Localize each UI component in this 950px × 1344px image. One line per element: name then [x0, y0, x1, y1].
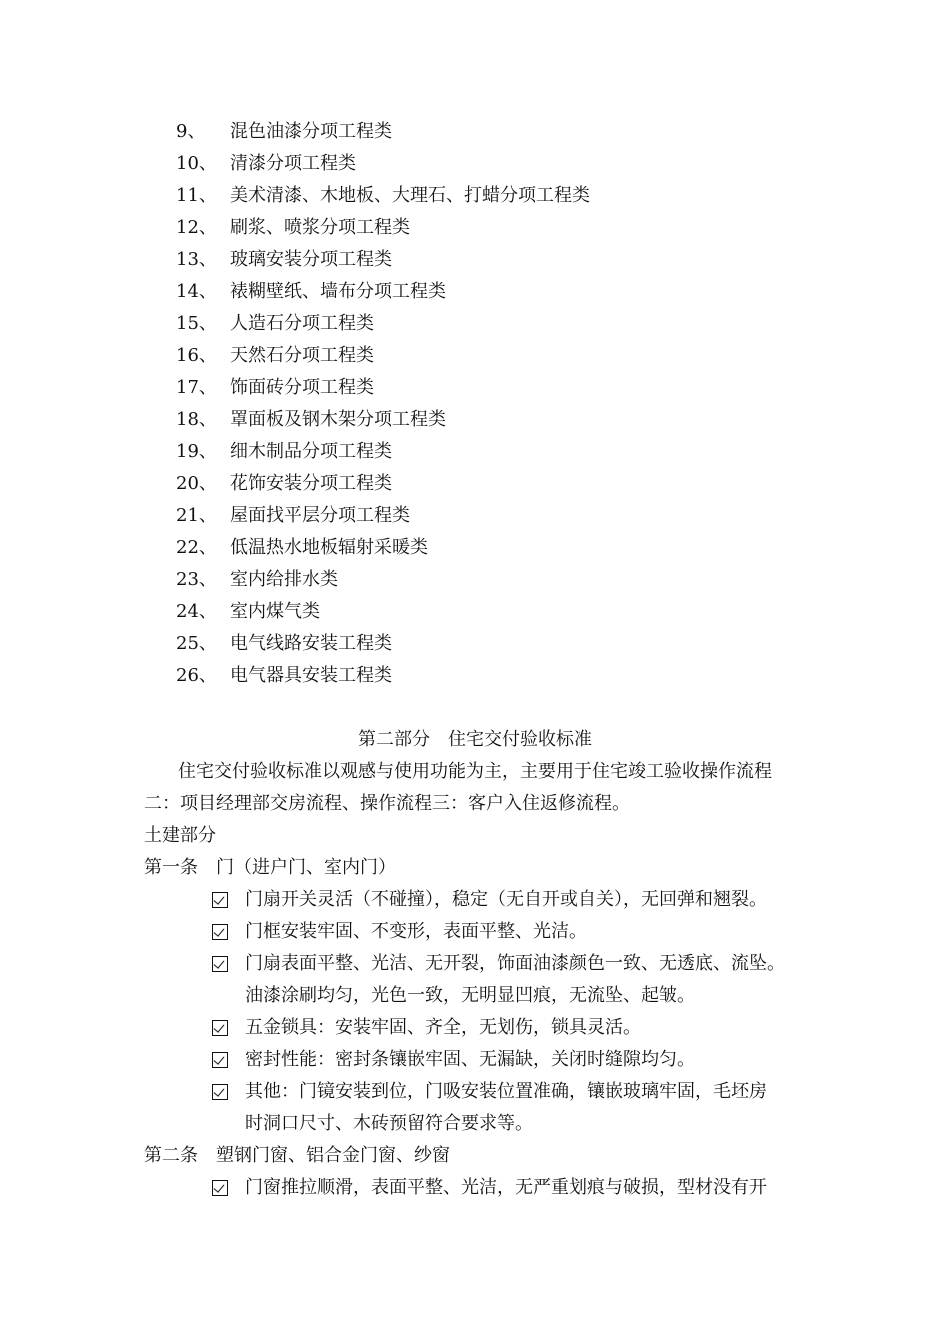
checklist-item-text: 门窗推拉顺滑，表面平整、光洁，无严重划痕与破损，型材没有开 — [245, 1177, 767, 1198]
list-item-text: 电气器具安装工程类 — [230, 665, 392, 686]
checkbox-checked-icon — [212, 1020, 228, 1036]
list-item-number: 13、 — [176, 249, 217, 270]
list-item-text: 花饰安装分项工程类 — [230, 473, 392, 494]
list-item-number: 10、 — [176, 153, 217, 174]
list-item-number: 9、 — [176, 121, 206, 142]
checklist-item-text: 五金锁具：安装牢固、齐全，无划伤，锁具灵活。 — [245, 1017, 641, 1038]
list-item-number: 19、 — [176, 441, 217, 462]
list-item-text: 室内煤气类 — [230, 601, 320, 622]
subsection-heading: 土建部分 — [144, 825, 216, 846]
list-item-number: 16、 — [176, 345, 217, 366]
article-2-heading: 第二条 塑钢门窗、铝合金门窗、纱窗 — [144, 1145, 450, 1166]
list-item-number: 15、 — [176, 313, 217, 334]
list-item-number: 20、 — [176, 473, 217, 494]
list-item-text: 屋面找平层分项工程类 — [230, 505, 410, 526]
checklist-item-text: 其他：门镜安装到位，门吸安装位置准确，镶嵌玻璃牢固，毛坯房 — [245, 1081, 767, 1102]
list-item-text: 美术清漆、木地板、大理石、打蜡分项工程类 — [230, 185, 590, 206]
list-item-text: 低温热水地板辐射采暖类 — [230, 537, 428, 558]
checkbox-checked-icon — [212, 924, 228, 940]
list-item-text: 天然石分项工程类 — [230, 345, 374, 366]
intro-paragraph-line-1: 住宅交付验收标准以观感与使用功能为主，主要用于住宅竣工验收操作流程 — [178, 761, 772, 782]
section-title: 第二部分 住宅交付验收标准 — [358, 729, 592, 750]
list-item-text: 电气线路安装工程类 — [230, 633, 392, 654]
list-item-text: 饰面砖分项工程类 — [230, 377, 374, 398]
list-item-text: 清漆分项工程类 — [230, 153, 356, 174]
checkbox-checked-icon — [212, 1084, 228, 1100]
checkbox-checked-icon — [212, 956, 228, 972]
list-item-text: 罩面板及钢木架分项工程类 — [230, 409, 446, 430]
checklist-item-text-continued: 时洞口尺寸、木砖预留符合要求等。 — [245, 1113, 533, 1134]
checklist-item-text: 门扇表面平整、光洁、无开裂，饰面油漆颜色一致、无透底、流坠。 — [245, 953, 785, 974]
list-item-text: 人造石分项工程类 — [230, 313, 374, 334]
list-item-text: 玻璃安装分项工程类 — [230, 249, 392, 270]
list-item-number: 23、 — [176, 569, 217, 590]
list-item-number: 21、 — [176, 505, 217, 526]
list-item-number: 22、 — [176, 537, 217, 558]
list-item-text: 裱糊壁纸、墙布分项工程类 — [230, 281, 446, 302]
list-item-number: 24、 — [176, 601, 217, 622]
list-item-number: 12、 — [176, 217, 217, 238]
checklist-item-text: 门框安装牢固、不变形，表面平整、光洁。 — [245, 921, 587, 942]
checklist-item-text: 门扇开关灵活（不碰撞），稳定（无自开或自关），无回弹和翘裂。 — [245, 889, 767, 910]
checkbox-checked-icon — [212, 892, 228, 908]
list-item-text: 混色油漆分项工程类 — [230, 121, 392, 142]
list-item-number: 18、 — [176, 409, 217, 430]
list-item-text: 刷浆、喷浆分项工程类 — [230, 217, 410, 238]
checkbox-checked-icon — [212, 1180, 228, 1196]
list-item-text: 细木制品分项工程类 — [230, 441, 392, 462]
list-item-number: 17、 — [176, 377, 217, 398]
list-item-number: 14、 — [176, 281, 217, 302]
checklist-item-text-continued: 油漆涂刷均匀，光色一致，无明显凹痕，无流坠、起皱。 — [245, 985, 695, 1006]
article-1-heading: 第一条 门（进户门、室内门） — [144, 857, 396, 878]
list-item-number: 26、 — [176, 665, 217, 686]
intro-paragraph-line-2: 二：项目经理部交房流程、操作流程三：客户入住返修流程。 — [144, 793, 630, 814]
list-item-number: 11、 — [176, 185, 217, 206]
list-item-number: 25、 — [176, 633, 217, 654]
list-item-text: 室内给排水类 — [230, 569, 338, 590]
checkbox-checked-icon — [212, 1052, 228, 1068]
checklist-item-text: 密封性能：密封条镶嵌牢固、无漏缺，关闭时缝隙均匀。 — [245, 1049, 695, 1070]
